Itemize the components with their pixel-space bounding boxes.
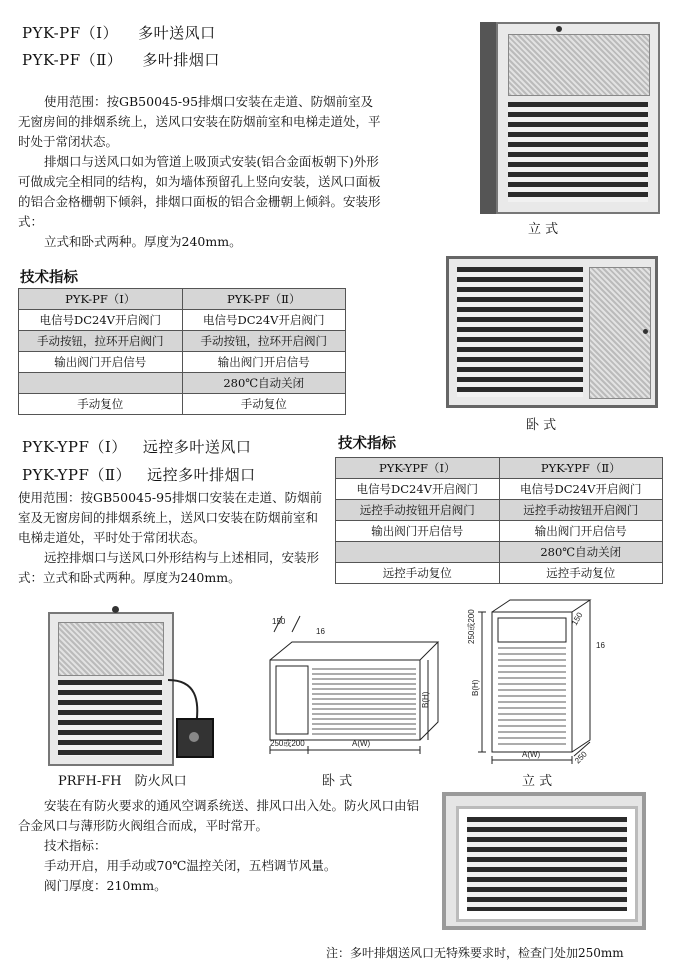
- table-row: [19, 373, 346, 394]
- table-row: [336, 521, 663, 542]
- section2-body: [18, 488, 324, 588]
- dim-16-label: 16: [596, 641, 605, 650]
- unit-front-frame: [48, 612, 174, 766]
- table-row: [19, 331, 346, 352]
- table-header-cell: PYK-YPF（Ⅰ）: [336, 458, 500, 479]
- section1-paragraph: 使用范围：按GB50045-95排烟口安装在走道、防烟前室及无窗房间的排烟系统上，送风口安装在防烟前室和电梯走道处，平时处于常闭状态。: [18, 94, 381, 149]
- section1-body: [18, 92, 384, 252]
- unit-louver-grille: [457, 267, 583, 397]
- table-cell: 输出阀门开启信号: [182, 352, 346, 373]
- door-lock-icon: [643, 329, 648, 334]
- unit-access-door: [589, 267, 651, 399]
- drawing-caption-horizontal: 卧 式: [322, 774, 353, 789]
- table-cell: 电信号DC24V开启阀门: [182, 310, 346, 331]
- title-name: 多叶排烟口: [142, 51, 220, 69]
- drawing-access-door: [276, 666, 308, 734]
- table-cell: 电信号DC24V开启阀门: [499, 479, 663, 500]
- table-header-cell: PYK-PF（Ⅱ）: [182, 289, 346, 310]
- title-name: 远控多叶排烟口: [147, 466, 256, 484]
- table-row: [336, 542, 663, 563]
- footnote: 注：多叶排烟送风口无特殊要求时，检查门处加250mm: [326, 946, 624, 960]
- unit-access-door: [58, 622, 164, 676]
- table-cell: 输出阀门开启信号: [499, 521, 663, 542]
- title-name: 远控多叶送风口: [142, 438, 252, 456]
- drawing-top-face: [492, 600, 590, 612]
- unit-front-frame: [446, 256, 658, 408]
- section2-title-1: [22, 436, 251, 457]
- section3-paragraph: 安装在有防火要求的通风空调系统送、排风口出入处。防火风口由铝合金风口与薄形防火阀组合而成，平时常开。: [18, 798, 420, 833]
- dim-bh-label: B(H): [421, 691, 430, 708]
- section2-paragraph: 使用范围：按GB50045-95排烟口安装在走道、防烟前室及无窗房间的排烟系统上，送风口安装在防烟前室和电梯走道处，平时处于常闭状态。: [18, 490, 323, 545]
- door-lock-icon: [112, 606, 119, 613]
- unit-louver-grille: [467, 817, 627, 911]
- section3-paragraph: 技术指标：: [44, 838, 107, 853]
- table-cell: 280℃自动关闭: [182, 373, 346, 394]
- table-cell: 远控手动复位: [336, 563, 500, 584]
- title-code: PYK-PF（Ⅰ）: [22, 24, 119, 42]
- grille-frame: [456, 806, 638, 922]
- table-header-row: [336, 458, 663, 479]
- section2-title-2: [22, 464, 256, 485]
- drawing-front-frame: [492, 612, 572, 752]
- unit-louver-grille: [58, 680, 162, 756]
- drawing-access-door: [498, 618, 566, 642]
- table-cell: 输出阀门开启信号: [19, 352, 183, 373]
- title-code: PYK-YPF（Ⅰ）: [22, 438, 127, 456]
- grille-closeup-photo: [442, 792, 646, 930]
- table-row: [19, 394, 346, 415]
- table-cell: 手动按钮，拉环开启阀门: [19, 331, 183, 352]
- vertical-unit-photo: [466, 22, 666, 214]
- dim-aw-label: A(W): [522, 750, 541, 759]
- table-row: [19, 352, 346, 373]
- section2-spec-heading: 技术指标: [338, 435, 396, 452]
- drawing-front-frame: [270, 660, 420, 740]
- title-code: PYK-YPF（Ⅱ）: [22, 466, 132, 484]
- unit-side-panel: [480, 22, 496, 214]
- table-row: [336, 563, 663, 584]
- prfh-caption: PRFH-FH 防火风口: [58, 774, 187, 789]
- drawing-caption-vertical: 立 式: [522, 774, 553, 789]
- section3-paragraph: 手动开启，用手动或70℃温控关闭，五档调节风量。: [44, 858, 337, 873]
- table-cell: 电信号DC24V开启阀门: [336, 479, 500, 500]
- unit-access-door: [508, 34, 650, 96]
- table-cell: [336, 542, 500, 563]
- section1-spec-table: [18, 288, 346, 415]
- table-cell: 电信号DC24V开启阀门: [19, 310, 183, 331]
- section3-body: [18, 796, 422, 896]
- section2-spec-table: [335, 457, 663, 584]
- table-cell: 手动复位: [182, 394, 346, 415]
- unit-front-frame: [496, 22, 660, 214]
- table-cell: [19, 373, 183, 394]
- table-header-cell: PYK-PF（Ⅰ）: [19, 289, 183, 310]
- table-row: [19, 310, 346, 331]
- drawing-horizontal: [252, 612, 442, 772]
- table-row: [336, 500, 663, 521]
- photo-caption-horizontal: 卧 式: [526, 418, 557, 433]
- drawing-top-face: [270, 642, 438, 660]
- dim-16-label: 16: [316, 627, 325, 636]
- table-cell: 远控手动复位: [499, 563, 663, 584]
- drawing-louvers: [498, 648, 566, 744]
- table-cell: 输出阀门开启信号: [336, 521, 500, 542]
- remote-control-box: [176, 718, 214, 758]
- table-cell: 280℃自动关闭: [499, 542, 663, 563]
- section1-paragraph: 立式和卧式两种。厚度为240mm。: [44, 234, 242, 249]
- control-knob-icon: [189, 732, 199, 742]
- dim-250b-label: 250: [573, 749, 589, 766]
- door-lock-icon: [556, 26, 562, 32]
- horizontal-unit-photo: [446, 256, 658, 408]
- title-name: 多叶送风口: [138, 24, 216, 42]
- section1-title-1: [22, 22, 216, 43]
- section1-title-2: [22, 49, 220, 70]
- table-cell: 远控手动按钮开启阀门: [499, 500, 663, 521]
- prfh-unit-photo: [48, 606, 218, 764]
- title-code: PYK-PF（Ⅱ）: [22, 51, 123, 69]
- drawing-vertical: [462, 596, 632, 768]
- drawing-louvers: [312, 669, 416, 734]
- table-cell: 远控手动按钮开启阀门: [336, 500, 500, 521]
- unit-louver-grille: [508, 102, 648, 202]
- section1-spec-heading: 技术指标: [20, 269, 78, 286]
- section1-paragraph: 排烟口与送风口如为管道上吸顶式安装(铝合金面板朝下)外形可做成完全相同的结构，如为墙体预留孔上竖向安装，送风口面板的铝合金格栅朝下倾斜，排烟口面板的铝合金栅朝上倾斜。安装形式：: [18, 154, 381, 229]
- table-cell: 手动按钮，拉环开启阀门: [182, 331, 346, 352]
- section3-paragraph: 阀门厚度：210mm。: [44, 878, 167, 893]
- dim-250-label: 250或200: [467, 609, 476, 644]
- dim-left-label: 250或200: [270, 739, 305, 748]
- table-cell: 手动复位: [19, 394, 183, 415]
- dim-bh-label: B(H): [471, 679, 480, 696]
- dim-150-label: 150: [272, 617, 286, 626]
- table-header-row: [19, 289, 346, 310]
- photo-caption-vertical: 立 式: [528, 222, 559, 237]
- dim-150-label: 150: [569, 610, 585, 627]
- section2-paragraph: 远控排烟口与送风口外形结构与上述相同，安装形式：立式和卧式两种。厚度为240mm。: [18, 550, 320, 585]
- table-row: [336, 479, 663, 500]
- dim-aw-label: A(W): [352, 739, 371, 748]
- table-header-cell: PYK-YPF（Ⅱ）: [499, 458, 663, 479]
